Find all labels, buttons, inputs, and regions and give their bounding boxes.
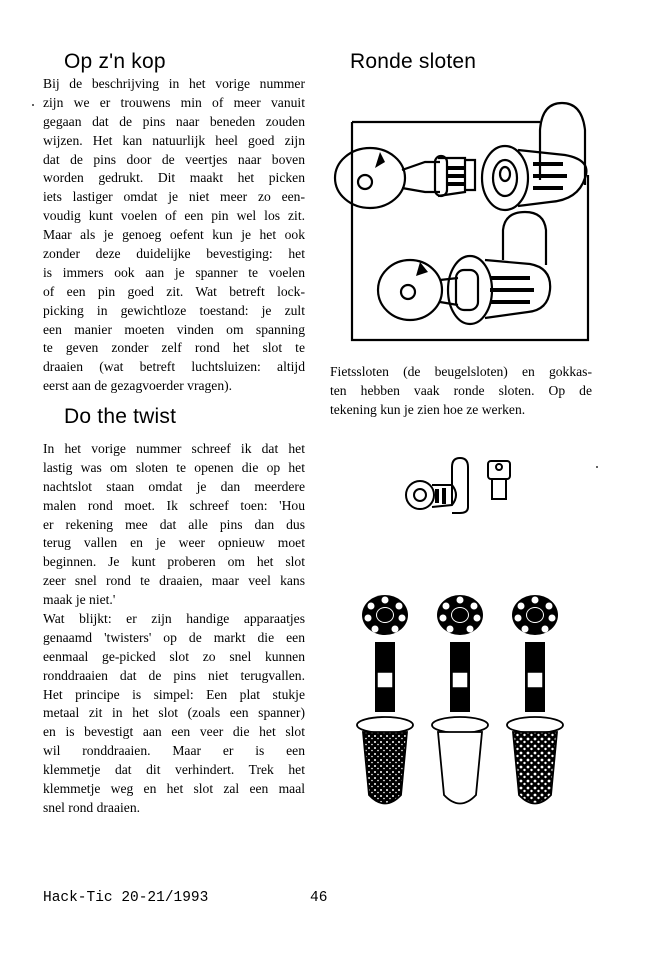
footer-page-number: 46 (310, 890, 328, 906)
twister-tool-3 (507, 595, 563, 804)
cylinder-face-top (482, 146, 528, 210)
text-line: dat de pins door de veertjes naar boven (43, 151, 305, 167)
scan-speck (32, 104, 34, 106)
text-line: wijzen. Het kan natuurlijk heel goed zijn (43, 132, 305, 148)
text-line: of een pin goed zit. Wat betreft lock- (43, 283, 305, 299)
text-line: Wat blijkt: er zijn handige apparaatjes (43, 611, 305, 627)
text-line: te geven zonder zelf rond het slot te (43, 340, 305, 356)
text-line: picking in gewichtloze toestand: je zult (43, 302, 305, 318)
text-line: klemmetje weg en het slot zal een maal (43, 781, 305, 797)
section-body-do-the-twist (43, 440, 305, 818)
figure-cam-locks-illustration (330, 100, 600, 345)
text-line: er rekening mee dat alle pins dan dus (43, 516, 305, 532)
text-line: zijn we er trouwens min of meer vanuit (43, 94, 305, 110)
text-line: zonder deze duidelijke bevestiging: het (43, 246, 305, 262)
text-line: wil ronddraaien. Maar er is een (43, 743, 305, 759)
cylinder-face-bottom (448, 256, 492, 324)
section-heading-do-the-twist: Do the twist (64, 405, 177, 428)
text-line: eenmaal ge-picked slot zo snel kunnen (43, 648, 305, 664)
text-line: klemmetje dat dit verhindert. Trek het (43, 762, 305, 778)
text-line: worden gedrukt. Dit maakt het picken (43, 170, 305, 186)
text-line: nachtslot staan omdat je dan meerdere (43, 478, 305, 494)
cam-lock-face (406, 481, 434, 509)
lock-lever-bottom (503, 212, 546, 265)
lock-lever-top (540, 103, 585, 185)
text-line: terug vallen en je weer opnieuw moet (43, 535, 305, 551)
text-line: en is bevestigt aan een veer die het slot (43, 724, 305, 740)
text-line: beginnen. Je kunt proberen om het slot (43, 554, 305, 570)
text-line: zeer snel rond te draaien, maar veel kans (43, 573, 305, 589)
text-line: iets lastiger omdat je niet meer zo een- (43, 189, 305, 205)
text-line: genaamd 'twisters' op de markt die een (43, 629, 305, 645)
text-line: In het vorige nummer schreef ik dat het (43, 441, 305, 456)
text-line: lastig was om sloten te openen die op het (43, 459, 305, 475)
text-line: snel rond draaien. (43, 799, 141, 815)
text-line: gegaan dat de pins naar beneden zouden (43, 113, 305, 129)
section-body-op-zn-kop (43, 75, 305, 396)
text-line: een manier moeten vinden om spanning (43, 321, 305, 337)
twister-tool-1 (357, 595, 413, 804)
text-line: ten hebben vaak ronde sloten. Op de (330, 382, 592, 398)
footer-publication: Hack-Tic 20-21/1993 (43, 890, 209, 906)
text-line: maak je niet.' (43, 592, 116, 608)
figure-caption-ronde-sloten (330, 363, 592, 420)
figure-twister-tools (355, 590, 570, 815)
text-line: ronddraaien dat de pins niet terugvallen. (43, 667, 305, 683)
text-line: metaal zit in het slot (zoals een spanner) (43, 705, 305, 721)
key-bow-bottom (378, 260, 442, 320)
text-line: Fietssloten (de beugelsloten) en gokkas- (330, 364, 592, 379)
text-line: Het principe is simpel: Een plat stukje (43, 686, 305, 702)
text-line: Bij de beschrijving in het vorige nummer (43, 76, 305, 91)
text-line: malen rond moet. Ik schreef toen: 'Hou (43, 497, 305, 513)
section-heading-ronde-sloten: Ronde sloten (350, 50, 477, 73)
text-line: Maar als je genoeg oefent kun je het ook (43, 227, 305, 243)
text-line: eerst aan de gezagvoerder vragen). (43, 378, 233, 394)
text-line: voudig kunt voelen of een pin wel los zit. (43, 208, 305, 224)
cam-lock-lever (452, 458, 468, 513)
figure-small-cam-lock (400, 455, 510, 515)
text-line: draaien (wat betreft luchtsluizen: altijd (43, 359, 305, 375)
text-line: is immers ook aan je spanner te voelen (43, 264, 305, 280)
text-line: tekening kun je zien hoe ze werken. (330, 401, 526, 417)
twister-tool-2 (432, 595, 488, 804)
scan-speck (596, 466, 598, 468)
section-heading-op-zn-kop: Op z'n kop (64, 50, 166, 73)
